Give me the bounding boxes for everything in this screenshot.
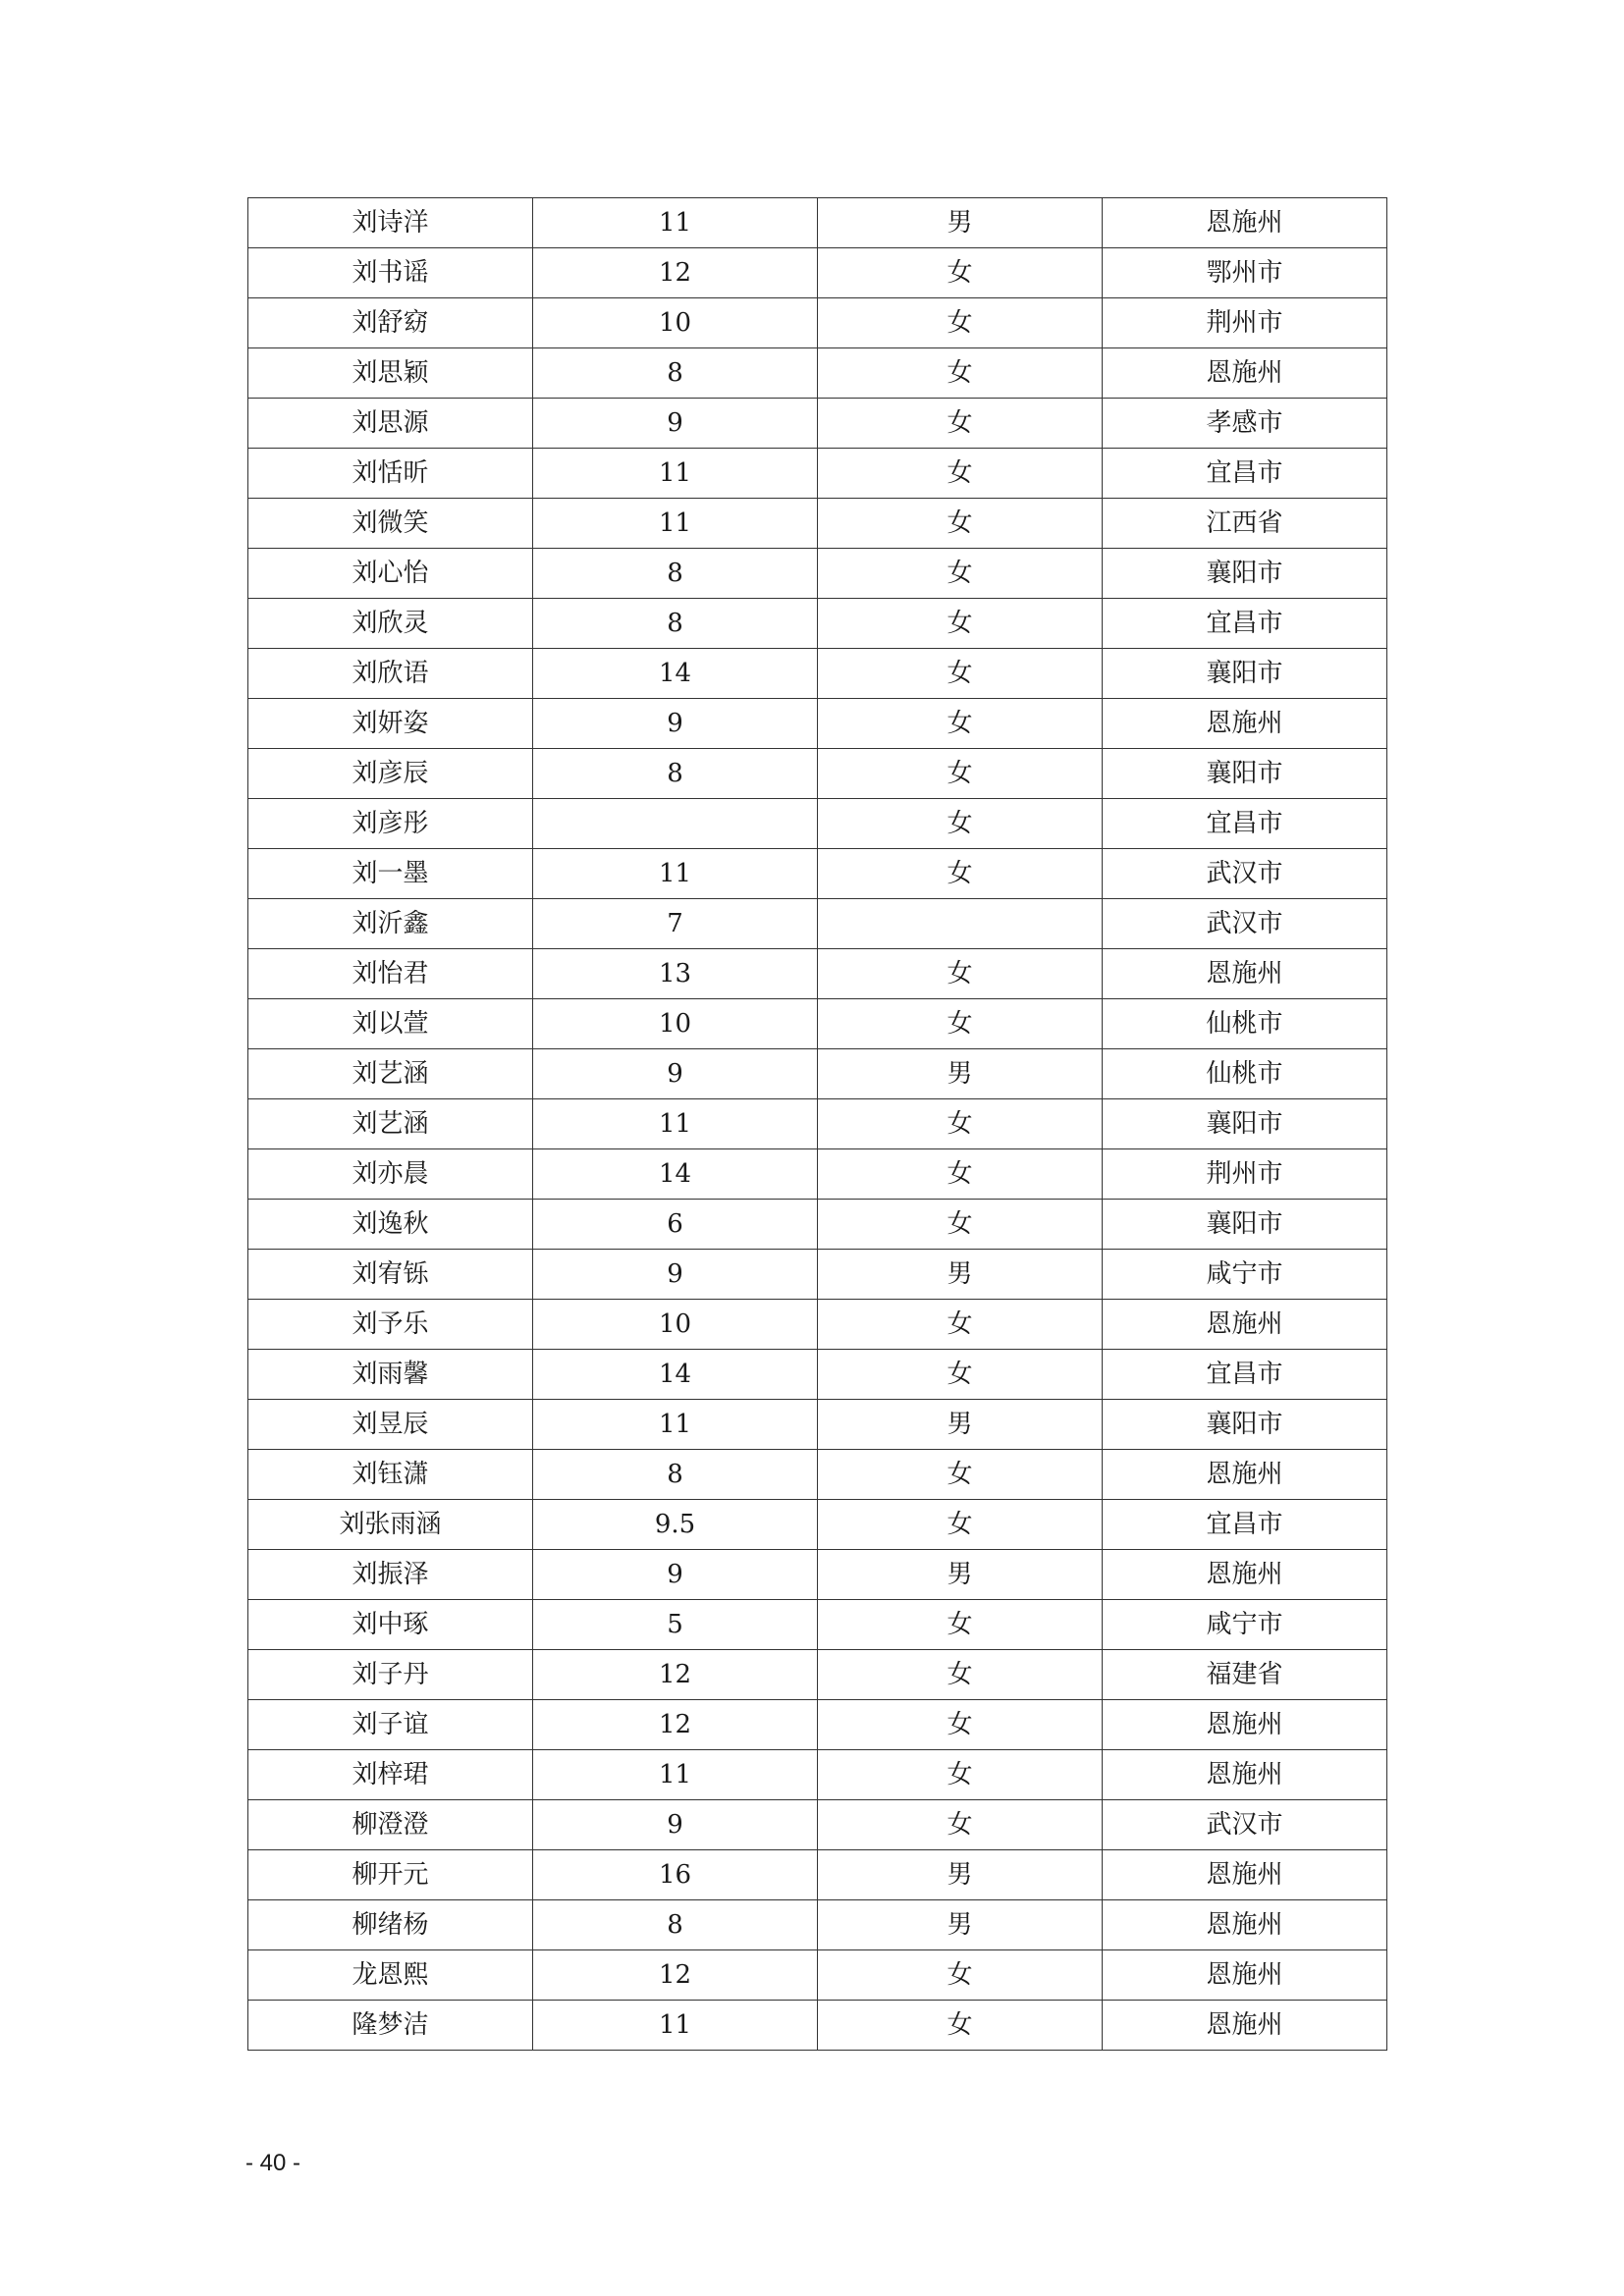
table-row bbox=[248, 1700, 1387, 1750]
cell-region: 襄阳市 bbox=[1103, 1200, 1387, 1250]
cell-gender: 女 bbox=[818, 1650, 1103, 1700]
cell-gender: 女 bbox=[818, 799, 1103, 849]
cell-region: 襄阳市 bbox=[1103, 1400, 1387, 1450]
cell-age: 8 bbox=[533, 599, 818, 649]
cell-name: 刘彦辰 bbox=[248, 749, 533, 799]
cell-age: 8 bbox=[533, 549, 818, 599]
cell-name: 刘逸秋 bbox=[248, 1200, 533, 1250]
table-row bbox=[248, 749, 1387, 799]
cell-age: 9 bbox=[533, 699, 818, 749]
cell-name: 刘振泽 bbox=[248, 1550, 533, 1600]
cell-gender: 女 bbox=[818, 1300, 1103, 1350]
cell-name: 刘舒窈 bbox=[248, 298, 533, 348]
cell-name: 刘一墨 bbox=[248, 849, 533, 899]
cell-age: 16 bbox=[533, 1850, 818, 1900]
cell-region: 武汉市 bbox=[1103, 849, 1387, 899]
cell-age: 14 bbox=[533, 1350, 818, 1400]
cell-region: 恩施州 bbox=[1103, 1550, 1387, 1600]
cell-gender: 女 bbox=[818, 2001, 1103, 2051]
cell-region: 荆州市 bbox=[1103, 1149, 1387, 1200]
cell-age: 10 bbox=[533, 999, 818, 1049]
cell-region: 宜昌市 bbox=[1103, 1500, 1387, 1550]
cell-gender: 女 bbox=[818, 1450, 1103, 1500]
cell-name: 刘雨馨 bbox=[248, 1350, 533, 1400]
cell-name: 刘予乐 bbox=[248, 1300, 533, 1350]
cell-region: 恩施州 bbox=[1103, 348, 1387, 399]
cell-age: 11 bbox=[533, 449, 818, 499]
cell-gender: 女 bbox=[818, 599, 1103, 649]
cell-gender: 男 bbox=[818, 198, 1103, 248]
cell-age: 9 bbox=[533, 1550, 818, 1600]
cell-age: 13 bbox=[533, 949, 818, 999]
table-row bbox=[248, 2001, 1387, 2051]
cell-region: 仙桃市 bbox=[1103, 1049, 1387, 1099]
cell-gender: 女 bbox=[818, 449, 1103, 499]
cell-gender: 女 bbox=[818, 699, 1103, 749]
table-row bbox=[248, 1750, 1387, 1800]
table-row bbox=[248, 1400, 1387, 1450]
cell-gender: 女 bbox=[818, 949, 1103, 999]
cell-gender bbox=[818, 899, 1103, 949]
cell-age: 11 bbox=[533, 1099, 818, 1149]
table-row bbox=[248, 949, 1387, 999]
cell-region: 江西省 bbox=[1103, 499, 1387, 549]
cell-name: 刘恬昕 bbox=[248, 449, 533, 499]
cell-age: 6 bbox=[533, 1200, 818, 1250]
cell-age: 11 bbox=[533, 1400, 818, 1450]
table-row bbox=[248, 499, 1387, 549]
cell-name: 刘思源 bbox=[248, 399, 533, 449]
cell-gender: 女 bbox=[818, 1950, 1103, 2001]
cell-name: 刘艺涵 bbox=[248, 1099, 533, 1149]
table-row bbox=[248, 1550, 1387, 1600]
cell-gender: 女 bbox=[818, 849, 1103, 899]
cell-name: 刘梓珺 bbox=[248, 1750, 533, 1800]
cell-region: 宜昌市 bbox=[1103, 449, 1387, 499]
table-row bbox=[248, 1300, 1387, 1350]
table-row bbox=[248, 1600, 1387, 1650]
participant-table-body bbox=[248, 198, 1387, 2051]
cell-gender: 男 bbox=[818, 1400, 1103, 1450]
cell-age: 9 bbox=[533, 1800, 818, 1850]
table-row bbox=[248, 298, 1387, 348]
cell-region: 襄阳市 bbox=[1103, 749, 1387, 799]
cell-name: 刘钰潇 bbox=[248, 1450, 533, 1500]
table-row bbox=[248, 1900, 1387, 1950]
table-row bbox=[248, 849, 1387, 899]
cell-name: 刘彦彤 bbox=[248, 799, 533, 849]
cell-region: 仙桃市 bbox=[1103, 999, 1387, 1049]
cell-name: 刘中琢 bbox=[248, 1600, 533, 1650]
cell-age: 9 bbox=[533, 1049, 818, 1099]
cell-region: 恩施州 bbox=[1103, 1300, 1387, 1350]
cell-region: 襄阳市 bbox=[1103, 649, 1387, 699]
cell-age: 5 bbox=[533, 1600, 818, 1650]
cell-region: 武汉市 bbox=[1103, 1800, 1387, 1850]
cell-gender: 男 bbox=[818, 1550, 1103, 1600]
cell-age bbox=[533, 799, 818, 849]
cell-name: 龙恩熙 bbox=[248, 1950, 533, 2001]
cell-age: 9 bbox=[533, 1250, 818, 1300]
cell-gender: 男 bbox=[818, 1049, 1103, 1099]
cell-name: 刘欣灵 bbox=[248, 599, 533, 649]
cell-age: 9.5 bbox=[533, 1500, 818, 1550]
cell-name: 刘微笑 bbox=[248, 499, 533, 549]
cell-gender: 女 bbox=[818, 1099, 1103, 1149]
cell-gender: 女 bbox=[818, 1200, 1103, 1250]
cell-region: 宜昌市 bbox=[1103, 1350, 1387, 1400]
table-row bbox=[248, 649, 1387, 699]
cell-gender: 女 bbox=[818, 399, 1103, 449]
cell-name: 刘艺涵 bbox=[248, 1049, 533, 1099]
cell-name: 刘子丹 bbox=[248, 1650, 533, 1700]
cell-region: 恩施州 bbox=[1103, 699, 1387, 749]
cell-region: 咸宁市 bbox=[1103, 1600, 1387, 1650]
table-row bbox=[248, 348, 1387, 399]
cell-name: 隆梦洁 bbox=[248, 2001, 533, 2051]
cell-name: 刘子谊 bbox=[248, 1700, 533, 1750]
cell-region: 恩施州 bbox=[1103, 1450, 1387, 1500]
table-row bbox=[248, 1200, 1387, 1250]
cell-gender: 女 bbox=[818, 999, 1103, 1049]
cell-region: 恩施州 bbox=[1103, 1950, 1387, 2001]
cell-region: 恩施州 bbox=[1103, 198, 1387, 248]
cell-region: 恩施州 bbox=[1103, 2001, 1387, 2051]
table-row bbox=[248, 1800, 1387, 1850]
cell-region: 武汉市 bbox=[1103, 899, 1387, 949]
cell-gender: 女 bbox=[818, 348, 1103, 399]
cell-region: 福建省 bbox=[1103, 1650, 1387, 1700]
cell-region: 襄阳市 bbox=[1103, 549, 1387, 599]
cell-region: 恩施州 bbox=[1103, 949, 1387, 999]
cell-region: 宜昌市 bbox=[1103, 799, 1387, 849]
cell-name: 刘昱辰 bbox=[248, 1400, 533, 1450]
cell-gender: 男 bbox=[818, 1900, 1103, 1950]
cell-age: 12 bbox=[533, 1700, 818, 1750]
cell-gender: 女 bbox=[818, 1800, 1103, 1850]
table-row bbox=[248, 699, 1387, 749]
cell-gender: 女 bbox=[818, 549, 1103, 599]
cell-name: 柳澄澄 bbox=[248, 1800, 533, 1850]
table-row bbox=[248, 449, 1387, 499]
cell-region: 咸宁市 bbox=[1103, 1250, 1387, 1300]
cell-gender: 女 bbox=[818, 1750, 1103, 1800]
table-row bbox=[248, 198, 1387, 248]
table-row bbox=[248, 899, 1387, 949]
cell-age: 11 bbox=[533, 849, 818, 899]
cell-age: 11 bbox=[533, 2001, 818, 2051]
cell-gender: 女 bbox=[818, 749, 1103, 799]
cell-region: 孝感市 bbox=[1103, 399, 1387, 449]
cell-age: 9 bbox=[533, 399, 818, 449]
cell-name: 柳开元 bbox=[248, 1850, 533, 1900]
cell-age: 14 bbox=[533, 1149, 818, 1200]
table-row bbox=[248, 599, 1387, 649]
table-row bbox=[248, 1500, 1387, 1550]
cell-name: 刘宥铄 bbox=[248, 1250, 533, 1300]
cell-gender: 女 bbox=[818, 1149, 1103, 1200]
cell-region: 荆州市 bbox=[1103, 298, 1387, 348]
cell-gender: 女 bbox=[818, 499, 1103, 549]
cell-region: 恩施州 bbox=[1103, 1750, 1387, 1800]
cell-gender: 男 bbox=[818, 1250, 1103, 1300]
cell-name: 刘亦晨 bbox=[248, 1149, 533, 1200]
cell-age: 10 bbox=[533, 298, 818, 348]
cell-name: 刘沂鑫 bbox=[248, 899, 533, 949]
cell-name: 刘怡君 bbox=[248, 949, 533, 999]
cell-name: 刘以萱 bbox=[248, 999, 533, 1049]
cell-name: 柳绪杨 bbox=[248, 1900, 533, 1950]
cell-age: 8 bbox=[533, 1900, 818, 1950]
cell-region: 襄阳市 bbox=[1103, 1099, 1387, 1149]
cell-age: 8 bbox=[533, 1450, 818, 1500]
table-row bbox=[248, 1250, 1387, 1300]
cell-gender: 男 bbox=[818, 1850, 1103, 1900]
table-row bbox=[248, 399, 1387, 449]
cell-age: 10 bbox=[533, 1300, 818, 1350]
cell-gender: 女 bbox=[818, 1700, 1103, 1750]
cell-gender: 女 bbox=[818, 248, 1103, 298]
cell-age: 8 bbox=[533, 348, 818, 399]
cell-name: 刘心怡 bbox=[248, 549, 533, 599]
page-number: - 40 - bbox=[245, 2150, 301, 2176]
cell-region: 鄂州市 bbox=[1103, 248, 1387, 298]
table-row bbox=[248, 1950, 1387, 2001]
cell-name: 刘张雨涵 bbox=[248, 1500, 533, 1550]
table-row bbox=[248, 999, 1387, 1049]
cell-region: 恩施州 bbox=[1103, 1850, 1387, 1900]
table-row bbox=[248, 799, 1387, 849]
cell-gender: 女 bbox=[818, 1500, 1103, 1550]
cell-name: 刘欣语 bbox=[248, 649, 533, 699]
table-row bbox=[248, 1350, 1387, 1400]
cell-name: 刘妍姿 bbox=[248, 699, 533, 749]
cell-gender: 女 bbox=[818, 1350, 1103, 1400]
cell-name: 刘书谣 bbox=[248, 248, 533, 298]
cell-gender: 女 bbox=[818, 1600, 1103, 1650]
cell-name: 刘思颖 bbox=[248, 348, 533, 399]
cell-name: 刘诗洋 bbox=[248, 198, 533, 248]
cell-age: 8 bbox=[533, 749, 818, 799]
cell-region: 恩施州 bbox=[1103, 1900, 1387, 1950]
cell-age: 11 bbox=[533, 1750, 818, 1800]
table-row bbox=[248, 1099, 1387, 1149]
participant-table bbox=[247, 197, 1387, 2051]
cell-age: 12 bbox=[533, 248, 818, 298]
cell-age: 12 bbox=[533, 1950, 818, 2001]
cell-age: 11 bbox=[533, 499, 818, 549]
table-row bbox=[248, 1850, 1387, 1900]
table-row bbox=[248, 1650, 1387, 1700]
table-row bbox=[248, 1149, 1387, 1200]
table-row bbox=[248, 248, 1387, 298]
cell-age: 12 bbox=[533, 1650, 818, 1700]
cell-gender: 女 bbox=[818, 298, 1103, 348]
cell-gender: 女 bbox=[818, 649, 1103, 699]
table-row bbox=[248, 549, 1387, 599]
table-row bbox=[248, 1450, 1387, 1500]
cell-region: 宜昌市 bbox=[1103, 599, 1387, 649]
cell-age: 14 bbox=[533, 649, 818, 699]
cell-region: 恩施州 bbox=[1103, 1700, 1387, 1750]
cell-age: 11 bbox=[533, 198, 818, 248]
table-row bbox=[248, 1049, 1387, 1099]
cell-age: 7 bbox=[533, 899, 818, 949]
